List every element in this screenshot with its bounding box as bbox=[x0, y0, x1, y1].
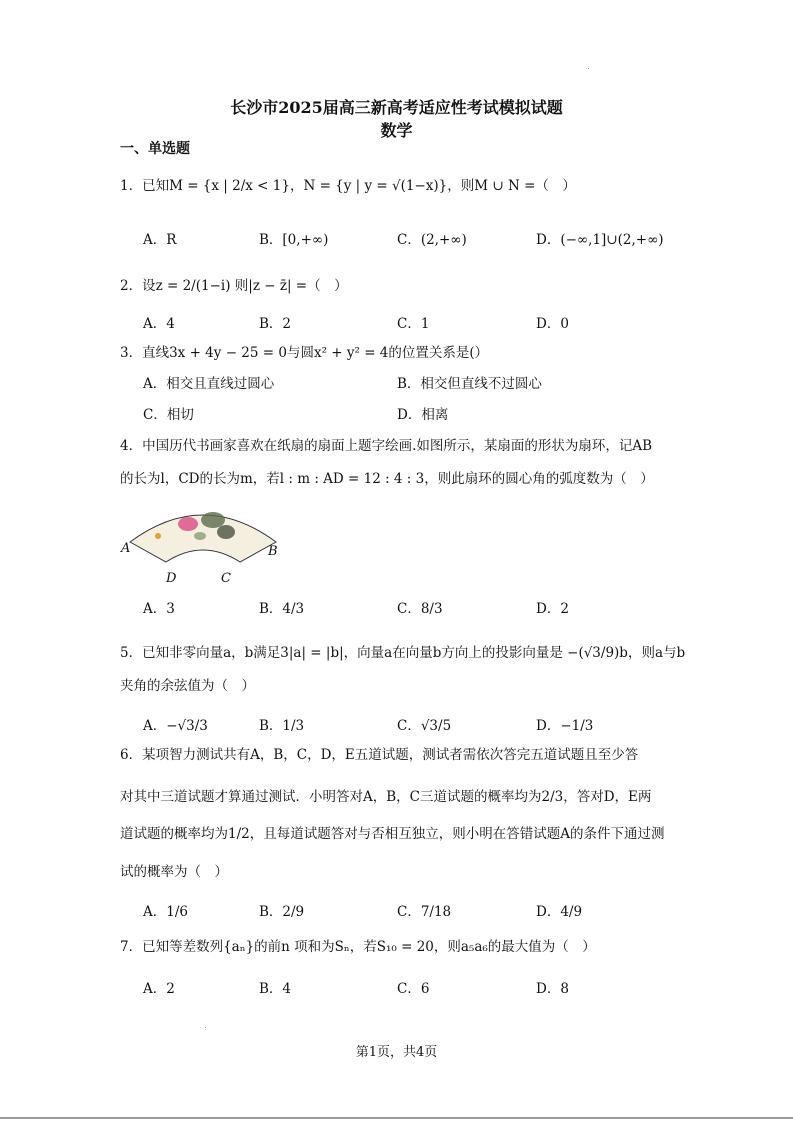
q2-option-b: B．2 bbox=[259, 316, 292, 332]
q6-option-d: D．4/9 bbox=[536, 904, 583, 920]
question-2: 2．设z = 2/(1−i) 则|z − z̄| =（ ） bbox=[120, 278, 348, 294]
fan-label-a: A bbox=[121, 541, 131, 556]
q3-option-b: B．相交但直线不过圆心 bbox=[397, 376, 542, 392]
q3-option-a: A．相交且直线过圆心 bbox=[143, 376, 275, 392]
q5-option-a: A．−√3/3 bbox=[143, 718, 208, 734]
q4-option-a: A．3 bbox=[143, 601, 175, 617]
q1-option-d: D．(−∞,1]∪(2,+∞) bbox=[536, 232, 664, 248]
section-heading: 一、单选题 bbox=[120, 141, 190, 157]
fan-label-b: B bbox=[268, 544, 278, 559]
q1-option-b: B．[0,+∞) bbox=[259, 232, 329, 248]
fan-label-d: D bbox=[166, 571, 177, 586]
page-footer: 第1页，共4页 bbox=[355, 1045, 438, 1060]
question-4-line-2: 的长为l，CD的长为m，若l : m : AD = 12 : 4 : 3，则此扇环的圆心角的弧度数为（ ） bbox=[120, 471, 654, 487]
q7-option-a: A．2 bbox=[143, 981, 175, 997]
q1-option-a: A．R bbox=[143, 232, 177, 248]
q5-option-c: C．√3/5 bbox=[397, 718, 452, 734]
scan-dot bbox=[205, 1027, 206, 1028]
question-1: 1．已知M = {x | 2/x < 1}，N = {y | y = √(1−x)}，则M ∪ N =（ ） bbox=[120, 178, 576, 194]
q2-option-a: A．4 bbox=[143, 316, 175, 332]
q2-option-c: C．1 bbox=[397, 316, 430, 332]
exam-title: 长沙市2025届高三新高考适应性考试模拟试题 bbox=[230, 98, 563, 117]
fan-label-c: C bbox=[221, 571, 231, 586]
q3-option-c: C．相切 bbox=[143, 407, 194, 423]
q7-option-c: C．6 bbox=[397, 981, 430, 997]
q4-option-c: C．8/3 bbox=[397, 601, 443, 617]
q3-option-d: D．相离 bbox=[397, 407, 449, 423]
q5-option-d: D．−1/3 bbox=[536, 718, 594, 734]
bottom-rule bbox=[0, 1117, 793, 1119]
question-6-line-3: 道试题的概率均为1/2，且每道试题答对与否相互独立，则小明在答错试题A的条件下通过测 bbox=[120, 826, 665, 842]
q6-option-c: C．7/18 bbox=[397, 904, 452, 920]
q4-option-b: B．4/3 bbox=[259, 601, 305, 617]
q1-option-c: C．(2,+∞) bbox=[397, 232, 467, 248]
q7-option-b: B．4 bbox=[259, 981, 292, 997]
q6-option-a: A．1/6 bbox=[143, 904, 188, 920]
q7-option-d: D．8 bbox=[536, 981, 569, 997]
question-6-line-2: 对其中三道试题才算通过测试．小明答对A，B，C三道试题的概率均为2/3，答对D，E两 bbox=[120, 789, 652, 805]
q4-option-d: D．2 bbox=[536, 601, 569, 617]
q5-option-b: B．1/3 bbox=[259, 718, 305, 734]
question-6-line-4: 试的概率为（ ） bbox=[120, 864, 228, 880]
question-6-line-1: 6．某项智力测试共有A，B，C，D，E五道试题，测试者需依次答完五道试题且至少答 bbox=[120, 747, 639, 763]
q6-option-b: B．2/9 bbox=[259, 904, 305, 920]
question-5-line-1: 5．已知非零向量a，b满足3|a| = |b|，向量a在向量b方向上的投影向量是 −(√3/9)b，则a与b bbox=[120, 645, 686, 661]
question-3: 3．直线3x + 4y − 25 = 0与圆x² + y² = 4的位置关系是(） bbox=[120, 345, 489, 361]
fan-figure bbox=[118, 500, 288, 590]
scan-dot bbox=[588, 68, 589, 69]
question-4-line-1: 4．中国历代书画家喜欢在纸扇的扇面上题字绘画.如图所示，某扇面的形状为扇环，记AB bbox=[120, 438, 653, 454]
exam-subject: 数学 bbox=[380, 121, 413, 140]
question-7: 7．已知等差数列{aₙ}的前n 项和为Sₙ，若S₁₀ = 20，则a₅a₆的最大值为（ ） bbox=[120, 939, 596, 955]
question-5-line-2: 夹角的余弦值为（ ） bbox=[120, 678, 255, 694]
q2-option-d: D．0 bbox=[536, 316, 569, 332]
